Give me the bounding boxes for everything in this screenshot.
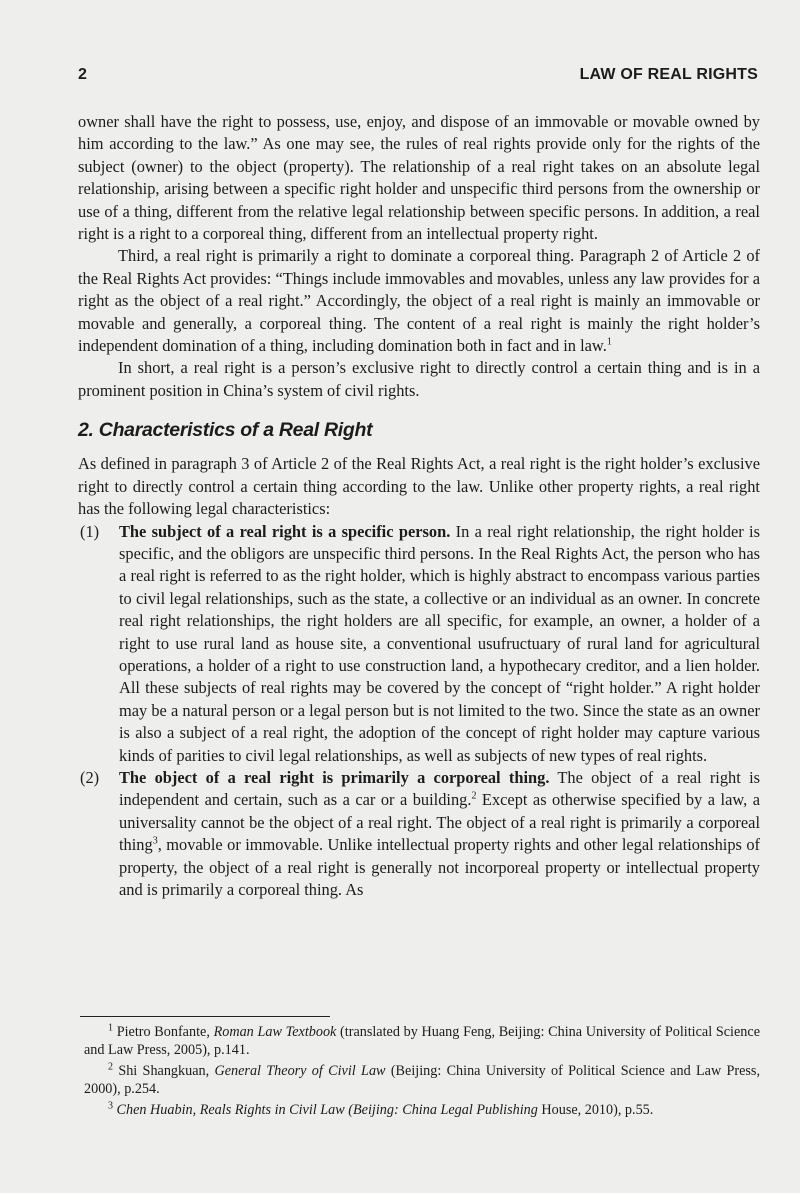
footnote-number: 1 (108, 1022, 113, 1034)
footnotes (84, 1023, 760, 1121)
list-item-body-part: The object of a real right is independent and certain, such as a car or a building. (119, 767, 760, 810)
footnote-title: Roman Law Textbook (213, 1024, 337, 1040)
footnote-source: House, 2010), p.55. (537, 1101, 654, 1118)
list-item-lead: The object of a real right is primarily a corporeal thing. (119, 767, 550, 787)
footnote-title: General Theory of Civil Law (214, 1062, 386, 1079)
footnote (84, 1062, 760, 1099)
list-item-body: In a real right relationship, the right holder is specific, and the obligors are unspecific third persons. In the Real Rights Act, the person who has a real right is referred to as the right holder, which is highly abstract to encompass various parties to civil legal relationships, such as the state, a collective or an individual as an owner. In concrete real right relationships, the right holders are all specific, for example, an owner, a holder of a right to use rural land as house site, a conventional usufructuary of rural land for agricultural operations, a holder of a right to use construction land, a hypothecary creditor, and a lien holder. All these subjects of real rights may be covered by the concept of “right holder.” A right holder may be a natural person or a legal person but is not limited to the two. Since the state as an owner is also a subject of a real right, the adoption of the concept of right holder may capture various kinds of parities to civil legal relationships, as well as subjects of new types of real rights. (119, 521, 760, 765)
footnote-number: 3 (108, 1099, 113, 1111)
page-body (78, 111, 760, 901)
running-title: LAW OF REAL RIGHTS (579, 66, 758, 83)
list-item-marker: (2) (80, 767, 100, 787)
footnote-ref-2[interactable]: 2 (471, 790, 477, 802)
footnote-divider (80, 1016, 330, 1017)
list-item-text (119, 521, 760, 767)
list-item-lead: The subject of a real right is a specific person. (119, 521, 451, 541)
section-intro: As defined in paragraph 3 of Article 2 of the Real Rights Act, a real right is the right holder’s exclusive right to directly control a certain thing according to the law. Unlike other property rights, a real right has the following legal characteristics: (78, 454, 760, 519)
footnote-author: Pietro Bonfante, (113, 1024, 214, 1040)
list-item-marker: (1) (80, 521, 100, 541)
paragraph-summary: In short, a real right is a person’s exclusive right to directly control a certain thing and is in a prominent position in China’s system of civil rights. (78, 358, 760, 400)
list-item (78, 767, 760, 901)
footnote (84, 1023, 760, 1060)
footnote (84, 1101, 760, 1119)
footnote-author: Shi Shangkuan, (113, 1062, 215, 1079)
paragraph-continuation: owner shall have the right to possess, use, enjoy, and dispose of an immovable or movable owned by him according to the law.” As one may see, the rules of real rights provide only for the rights of the subject (owner) to the object (property). The relationship of a real right takes on an absolute legal relationship, arising between a specific right holder and unspecific third persons from the ownership or use of a thing, different from the relative legal relationship between specific persons. In addition, a real right is a right to a corporeal thing, different from an intellectual property right. (78, 112, 760, 244)
footnote-source: (Beijing: China University of Political Science and Law Press, 2000), p.254. (84, 1062, 761, 1098)
footnote-ref-3[interactable]: 3 (152, 835, 158, 847)
footnote-ref-1[interactable]: 1 (606, 336, 612, 348)
footnote-title: Chen Huabin, Reals Rights in Civil Law (Beijing: China Legal Publishing (113, 1101, 538, 1118)
footnote-number: 2 (108, 1061, 113, 1073)
list-item-body-part: Except as otherwise specified by a law, a universality cannot be the object of a real right. The object of a real right is primarily a corporeal thing (119, 790, 760, 855)
list-item-text (119, 767, 760, 901)
page-number: 2 (78, 66, 88, 83)
section-heading: 2. Characteristics of a Real Right (78, 419, 373, 442)
paragraph-third-text: Third, a real right is primarily a right to dominate a corporeal thing. Paragraph 2 of Article 2 of the Real Rights Act provides: “Things include immovables and movables, unless any law provides for a right as the object of a real right.” Accordingly, the object of a real right is mainly an immovable or movable and generally, a corporeal thing. The content of a real right is mainly the right holder’s independent domination of a thing, including domination both in fact and in law. (78, 246, 760, 356)
list-item (78, 521, 760, 767)
paragraph-third (78, 245, 760, 357)
page-header (78, 66, 758, 90)
list-item-body-part: , movable or immovable. Unlike intellectual property rights and other legal relationships of property, the object of a real right is generally not incorporeal property or intellectual property and is primarily a corporeal thing. As (119, 835, 760, 899)
footnote-source: (translated by Huang Feng, Beijing: China University of Political Science and Law Press, 2005), p.141. (84, 1024, 760, 1059)
